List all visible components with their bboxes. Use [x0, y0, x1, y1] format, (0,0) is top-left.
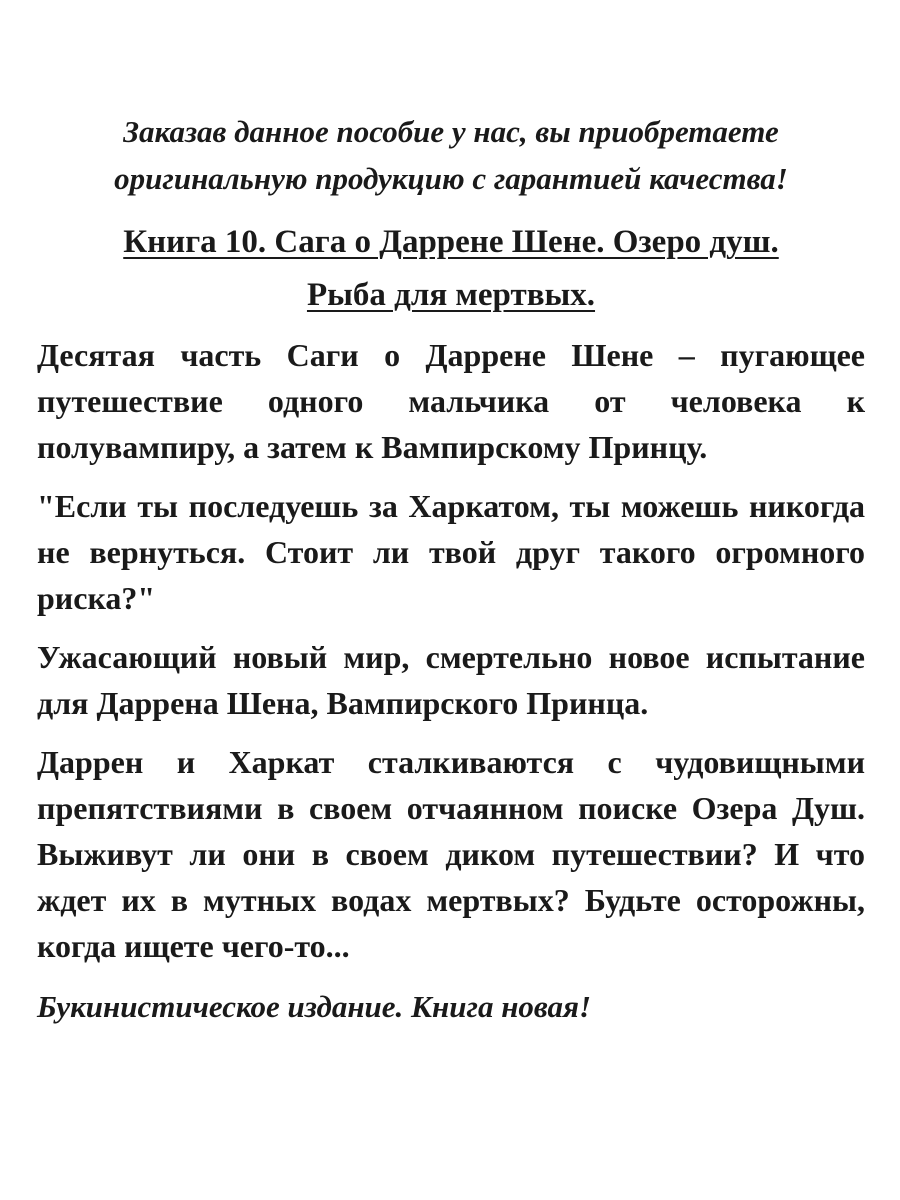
- book-title: [37, 216, 865, 322]
- guarantee-tagline: [37, 108, 865, 202]
- book-title-line-2: Рыба для мертвых.: [306, 277, 596, 313]
- product-description-card: [37, 108, 865, 1030]
- description-paragraph-4: Даррен и Харкат сталкиваются с чудовищными препятствиями в своем отчаянном поиске Озера Душ. Выживут ли они в своем диком путешествии? И что ждет их в мутных водах мертвых? Будьте осторожны, когда ищете чего-то...: [37, 744, 865, 964]
- book-title-line-1: Книга 10. Сага о Даррене Шене. Озеро душ.: [123, 224, 779, 260]
- description-paragraph-2: "Если ты последуешь за Харкатом, ты можешь никогда не вернуться. Стоит ли твой друг такого огромного риска?": [37, 488, 865, 616]
- description-paragraph-1: Десятая часть Саги о Даррене Шене – пугающее путешествие одного мальчика от человека к полувампиру, а затем к Вампирскому Принцу.: [37, 337, 865, 465]
- condition-note: Букинистическое издание. Книга новая!: [37, 989, 592, 1024]
- tagline-line-2: оригинальную продукцию с гарантией качества!: [114, 161, 788, 196]
- tagline-line-1: Заказав данное пособие у нас, вы приобретаете: [123, 114, 779, 149]
- description-paragraph-3: Ужасающий новый мир, смертельно новое испытание для Даррена Шена, Вампирского Принца.: [37, 639, 865, 721]
